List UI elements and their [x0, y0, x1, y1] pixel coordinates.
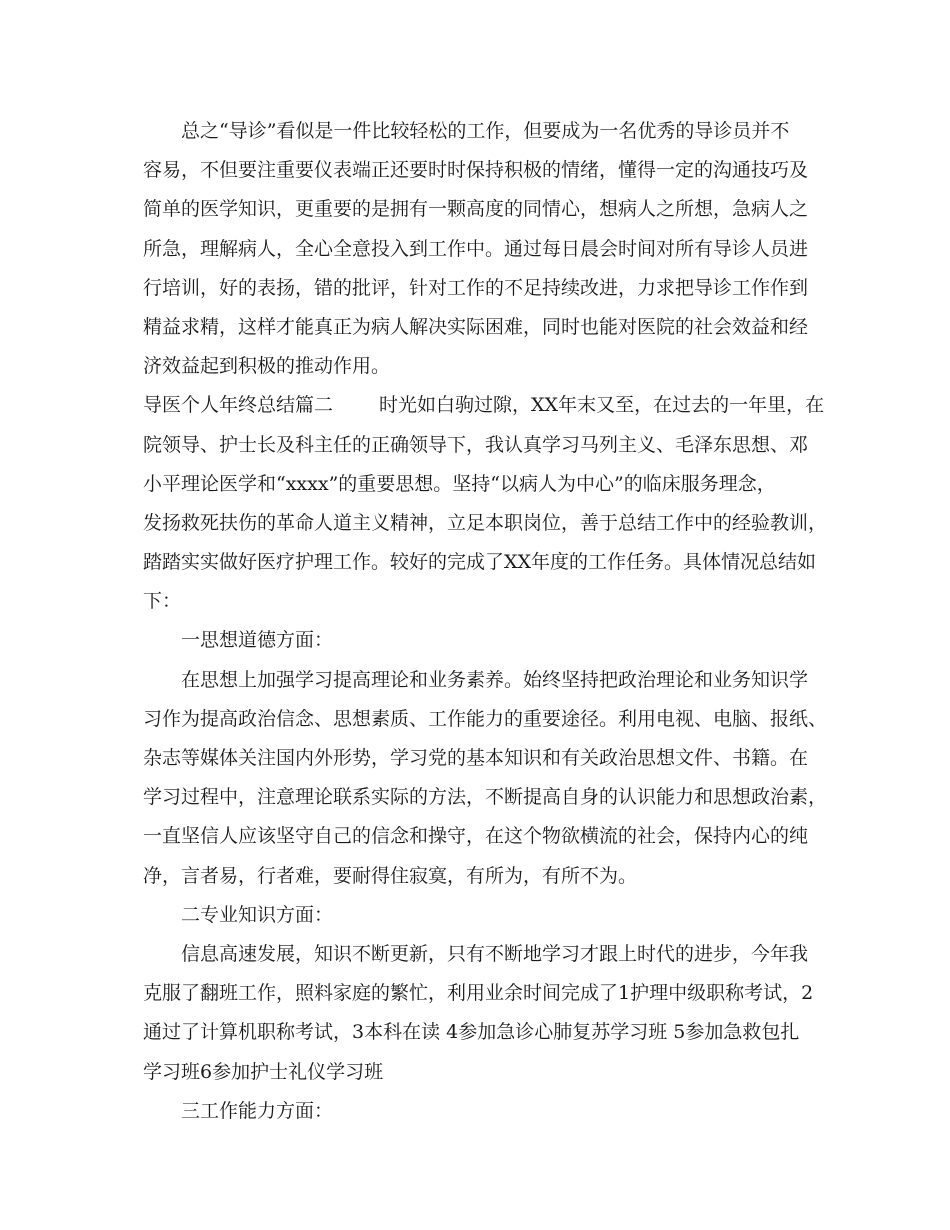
text-line: 下： — [143, 590, 182, 613]
text-line: 小平理论医学和“xxxx”的重要思想。坚持“以病人为中心”的临床服务理念， — [143, 472, 776, 495]
text-line: 习作为提高政治信念、思想素质、工作能力的重要途径。利用电视、电脑、报纸、 — [143, 707, 828, 730]
text-line: 通过了计算机职称考试，3本科在读 4参加急诊心肺复苏学习班 5参加急救包扎 — [143, 1021, 800, 1044]
text-line: 所急，理解病人，全心全意投入到工作中。通过每日晨会时间对所有导诊人员进 — [143, 237, 809, 260]
document-page — [143, 112, 828, 1131]
text-line: 容易，不但要注重要仪表端正还要时时保持积极的情绪，懂得一定的沟通技巧及 — [143, 159, 809, 182]
subsection-heading: 一思想道德方面： — [181, 629, 334, 652]
text-line: 发扬救死扶伤的革命人道主义精神，立足本职岗位，善于总结工作中的经验教训， — [143, 511, 828, 534]
text-line: 行培训，好的表扬，错的批评，针对工作的不足持续改进，力求把导诊工作作到 — [143, 276, 809, 299]
text-line: 信息高速发展，知识不断更新，只有不断地学习才跟上时代的进步，今年我 — [181, 942, 809, 965]
text-line: 克服了翻班工作，照料家庭的繁忙，利用业余时间完成了1护理中级职称考试，2 — [143, 982, 814, 1005]
text-line: 学习班6参加护士礼仪学习班 — [143, 1060, 384, 1083]
section-two — [143, 386, 828, 621]
text-line: 净，言者易，行者难，要耐得住寂寞，有所为，有所不为。 — [143, 864, 638, 887]
text-line: 杂志等媒体关注国内外形势，学习党的基本知识和有关政治思想文件、书籍。在 — [143, 747, 809, 769]
text-line: 一直坚信人应该坚守自己的信念和操守，在这个物欲横流的社会，保持内心的纯 — [143, 825, 809, 848]
section-heading: 导医个人年终总结篇二 — [143, 394, 334, 417]
text-line: 院领导、护士长及科主任的正确领导下，我认真学习马列主义、毛泽东思想、邓 — [143, 433, 809, 456]
section-heading-line — [143, 386, 825, 425]
subsection-heading: 三工作能力方面： — [181, 1099, 334, 1122]
section-ability — [143, 1092, 815, 1131]
text-line: 总之“导诊”看似是一件比较轻松的工作，但要成为一名优秀的导诊员并不 — [181, 120, 790, 142]
paragraph-summary — [143, 112, 815, 386]
section-moral — [143, 621, 828, 895]
text-line: 济效益起到积极的推动作用。 — [143, 355, 391, 378]
text-line: 时光如白驹过隙，XX年末又至，在过去的一年里，在 — [379, 394, 825, 417]
text-line: 踏踏实实做好医疗护理工作。较好的完成了XX年度的工作任务。具体情况总结如 — [143, 551, 817, 574]
text-line: 在思想上加强学习提高理论和业务素养。始终坚持把政治理论和业务知识学 — [181, 668, 809, 691]
section-knowledge — [143, 896, 815, 1092]
subsection-heading: 二专业知识方面： — [181, 903, 334, 926]
text-line: 学习过程中，注意理论联系实际的方法，不断提高自身的认识能力和思想政治素， — [143, 786, 828, 809]
text-line: 精益求精，这样才能真正为病人解决实际困难，同时也能对医院的社会效益和经 — [143, 315, 809, 338]
text-line: 简单的医学知识，更重要的是拥有一颗高度的同情心，想病人之所想，急病人之 — [143, 198, 809, 221]
